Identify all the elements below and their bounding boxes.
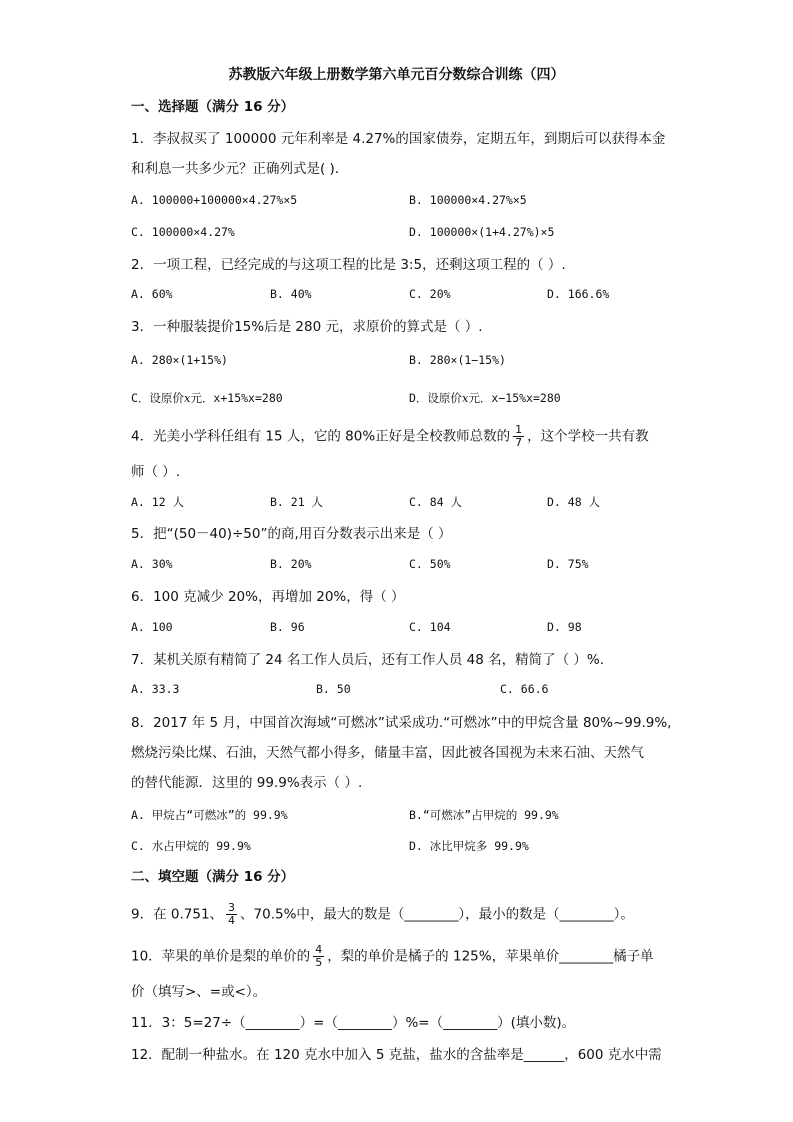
question-2-line-1: 2．一项工程，已经完成的与这项工程的比是 3:5，还剩这项工程的（ ）. bbox=[131, 257, 566, 273]
question-11-line-1: 11．3：5=27÷（________）=（________）%=（________）(填小数)。 bbox=[131, 1015, 576, 1031]
question-10-fraction-denominator: 5 bbox=[315, 956, 323, 969]
question-4-option-a: A. 12 人 bbox=[131, 495, 185, 509]
question-3-option-c-suffix: 元．x+15%x=280 bbox=[190, 391, 283, 405]
question-4-fraction bbox=[513, 424, 524, 449]
question-4-fraction-denominator: 7 bbox=[515, 436, 523, 449]
question-2-option-a: A. 60% bbox=[131, 287, 173, 301]
question-3-option-c bbox=[131, 390, 283, 406]
question-4-fraction-numerator: 1 bbox=[515, 423, 523, 436]
question-1-line-2: 和利息一共多少元？正确列式是( )． bbox=[131, 161, 349, 177]
question-3-option-d-suffix: 元．x−15%x=280 bbox=[468, 391, 561, 405]
question-1-option-d: D. 100000×(1+4.27%)×5 bbox=[409, 225, 555, 239]
question-8-line-1: 8．2017 年 5 月，中国首次海域“可燃冰”试采成功.“可燃冰”中的甲烷含量 80%~99.9%, bbox=[131, 715, 672, 731]
question-8-line-3: 的替代能源．这里的 99.9%表示（ ）. bbox=[131, 775, 363, 791]
question-2-option-d: D. 166.6% bbox=[547, 287, 610, 301]
question-6-option-b: B. 96 bbox=[270, 620, 305, 634]
question-3-option-d-variable: x bbox=[461, 391, 469, 405]
section-heading-choice: 一、选择题（满分 16 分） bbox=[131, 99, 295, 115]
question-6-option-a: A. 100 bbox=[131, 620, 173, 634]
question-2-option-c: C. 20% bbox=[409, 287, 451, 301]
question-7-option-a: A. 33.3 bbox=[131, 682, 180, 696]
question-3-option-a: A. 280×(1+15%) bbox=[131, 353, 228, 367]
question-4-line-1 bbox=[131, 424, 671, 449]
question-8-option-d: D. 冰比甲烷多 99.9% bbox=[409, 839, 529, 853]
question-5-line-1: 5．把“(50－40)÷50”的商,用百分数表示出来是（ ） bbox=[131, 526, 452, 542]
question-10-fraction bbox=[313, 944, 324, 969]
question-10-text-after-fraction: ，梨的单价是橘子的 125%，苹果单价________橘子单 bbox=[327, 948, 654, 965]
question-4-option-b: B. 21 人 bbox=[270, 495, 324, 509]
question-3-line-1: 3．一种服装提价15%后是 280 元，求原价的算式是（ ）. bbox=[131, 319, 483, 335]
question-5-option-c: C. 50% bbox=[409, 557, 451, 571]
question-5-option-d: D. 75% bbox=[547, 557, 589, 571]
question-6-option-d: D. 98 bbox=[547, 620, 582, 634]
question-1-option-b: B. 100000×4.27%×5 bbox=[409, 193, 527, 207]
question-1-line-1: 1．李叔叔买了 100000 元年利率是 4.27%的国家债券，定期五年，到期后可以获得本金 bbox=[131, 131, 666, 147]
question-8-option-a: A. 甲烷占“可燃冰”的 99.9% bbox=[131, 808, 288, 822]
question-9-text-before-fraction: 9．在 0.751、 bbox=[131, 906, 224, 923]
question-8-line-2: 燃烧污染比煤、石油，天然气都小得多，储量丰富，因此被各国视为未来石油、天然气 bbox=[131, 745, 644, 761]
question-3-option-c-variable: x bbox=[183, 391, 191, 405]
question-9-fraction-numerator: 3 bbox=[228, 901, 236, 914]
section-heading-fill-in: 二、填空题（满分 16 分） bbox=[131, 869, 295, 885]
question-4-line-2: 师（ ）. bbox=[131, 464, 181, 480]
question-2-option-b: B. 40% bbox=[270, 287, 312, 301]
question-9-fraction bbox=[226, 902, 237, 927]
question-9-fraction-denominator: 4 bbox=[228, 914, 236, 927]
question-6-option-c: C. 104 bbox=[409, 620, 451, 634]
question-4-text-after-fraction: ，这个学校一共有教 bbox=[527, 428, 649, 445]
question-4-option-c: C. 84 人 bbox=[409, 495, 463, 509]
question-3-option-d bbox=[409, 390, 561, 406]
question-9-text-after-fraction: 、70.5%中，最大的数是（________），最小的数是（________）。 bbox=[240, 906, 634, 923]
question-7-option-c: C. 66.6 bbox=[500, 682, 549, 696]
question-1-option-c: C. 100000×4.27% bbox=[131, 225, 235, 239]
question-7-line-1: 7．某机关原有精简了 24 名工作人员后，还有工作人员 48 名，精简了（ ）%. bbox=[131, 652, 605, 668]
question-10-text-before-fraction: 10．苹果的单价是梨的单价的 bbox=[131, 948, 311, 965]
question-3-option-b: B. 280×(1−15%) bbox=[409, 353, 506, 367]
question-5-option-b: B. 20% bbox=[270, 557, 312, 571]
question-6-line-1: 6．100 克减少 20%，再增加 20%，得（ ） bbox=[131, 589, 405, 605]
page-title: 苏教版六年级上册数学第六单元百分数综合训练（四） bbox=[228, 67, 565, 83]
question-5-option-a: A. 30% bbox=[131, 557, 173, 571]
question-4-option-d: D. 48 人 bbox=[547, 495, 601, 509]
question-7-option-b: B. 50 bbox=[316, 682, 351, 696]
question-3-option-d-prefix: D．设原价 bbox=[409, 391, 462, 405]
question-8-option-c: C. 水占甲烷的 99.9% bbox=[131, 839, 251, 853]
question-1-option-a: A. 100000+100000×4.27%×5 bbox=[131, 193, 298, 207]
question-9-line-1 bbox=[131, 902, 671, 927]
question-10-line-1 bbox=[131, 944, 671, 969]
question-10-line-2: 价（填写>、=或<）。 bbox=[131, 984, 267, 1000]
question-12-line-1: 12．配制一种盐水。在 120 克水中加入 5 克盐，盐水的含盐率是______，600 克水中需 bbox=[131, 1047, 662, 1063]
question-8-option-b: B.“可燃冰”占甲烷的 99.9% bbox=[409, 808, 559, 822]
question-4-text-before-fraction: 4．光美小学科任组有 15 人，它的 80%正好是全校教师总数的 bbox=[131, 428, 511, 445]
question-10-fraction-numerator: 4 bbox=[315, 943, 323, 956]
question-3-option-c-prefix: C．设原价 bbox=[131, 391, 184, 405]
